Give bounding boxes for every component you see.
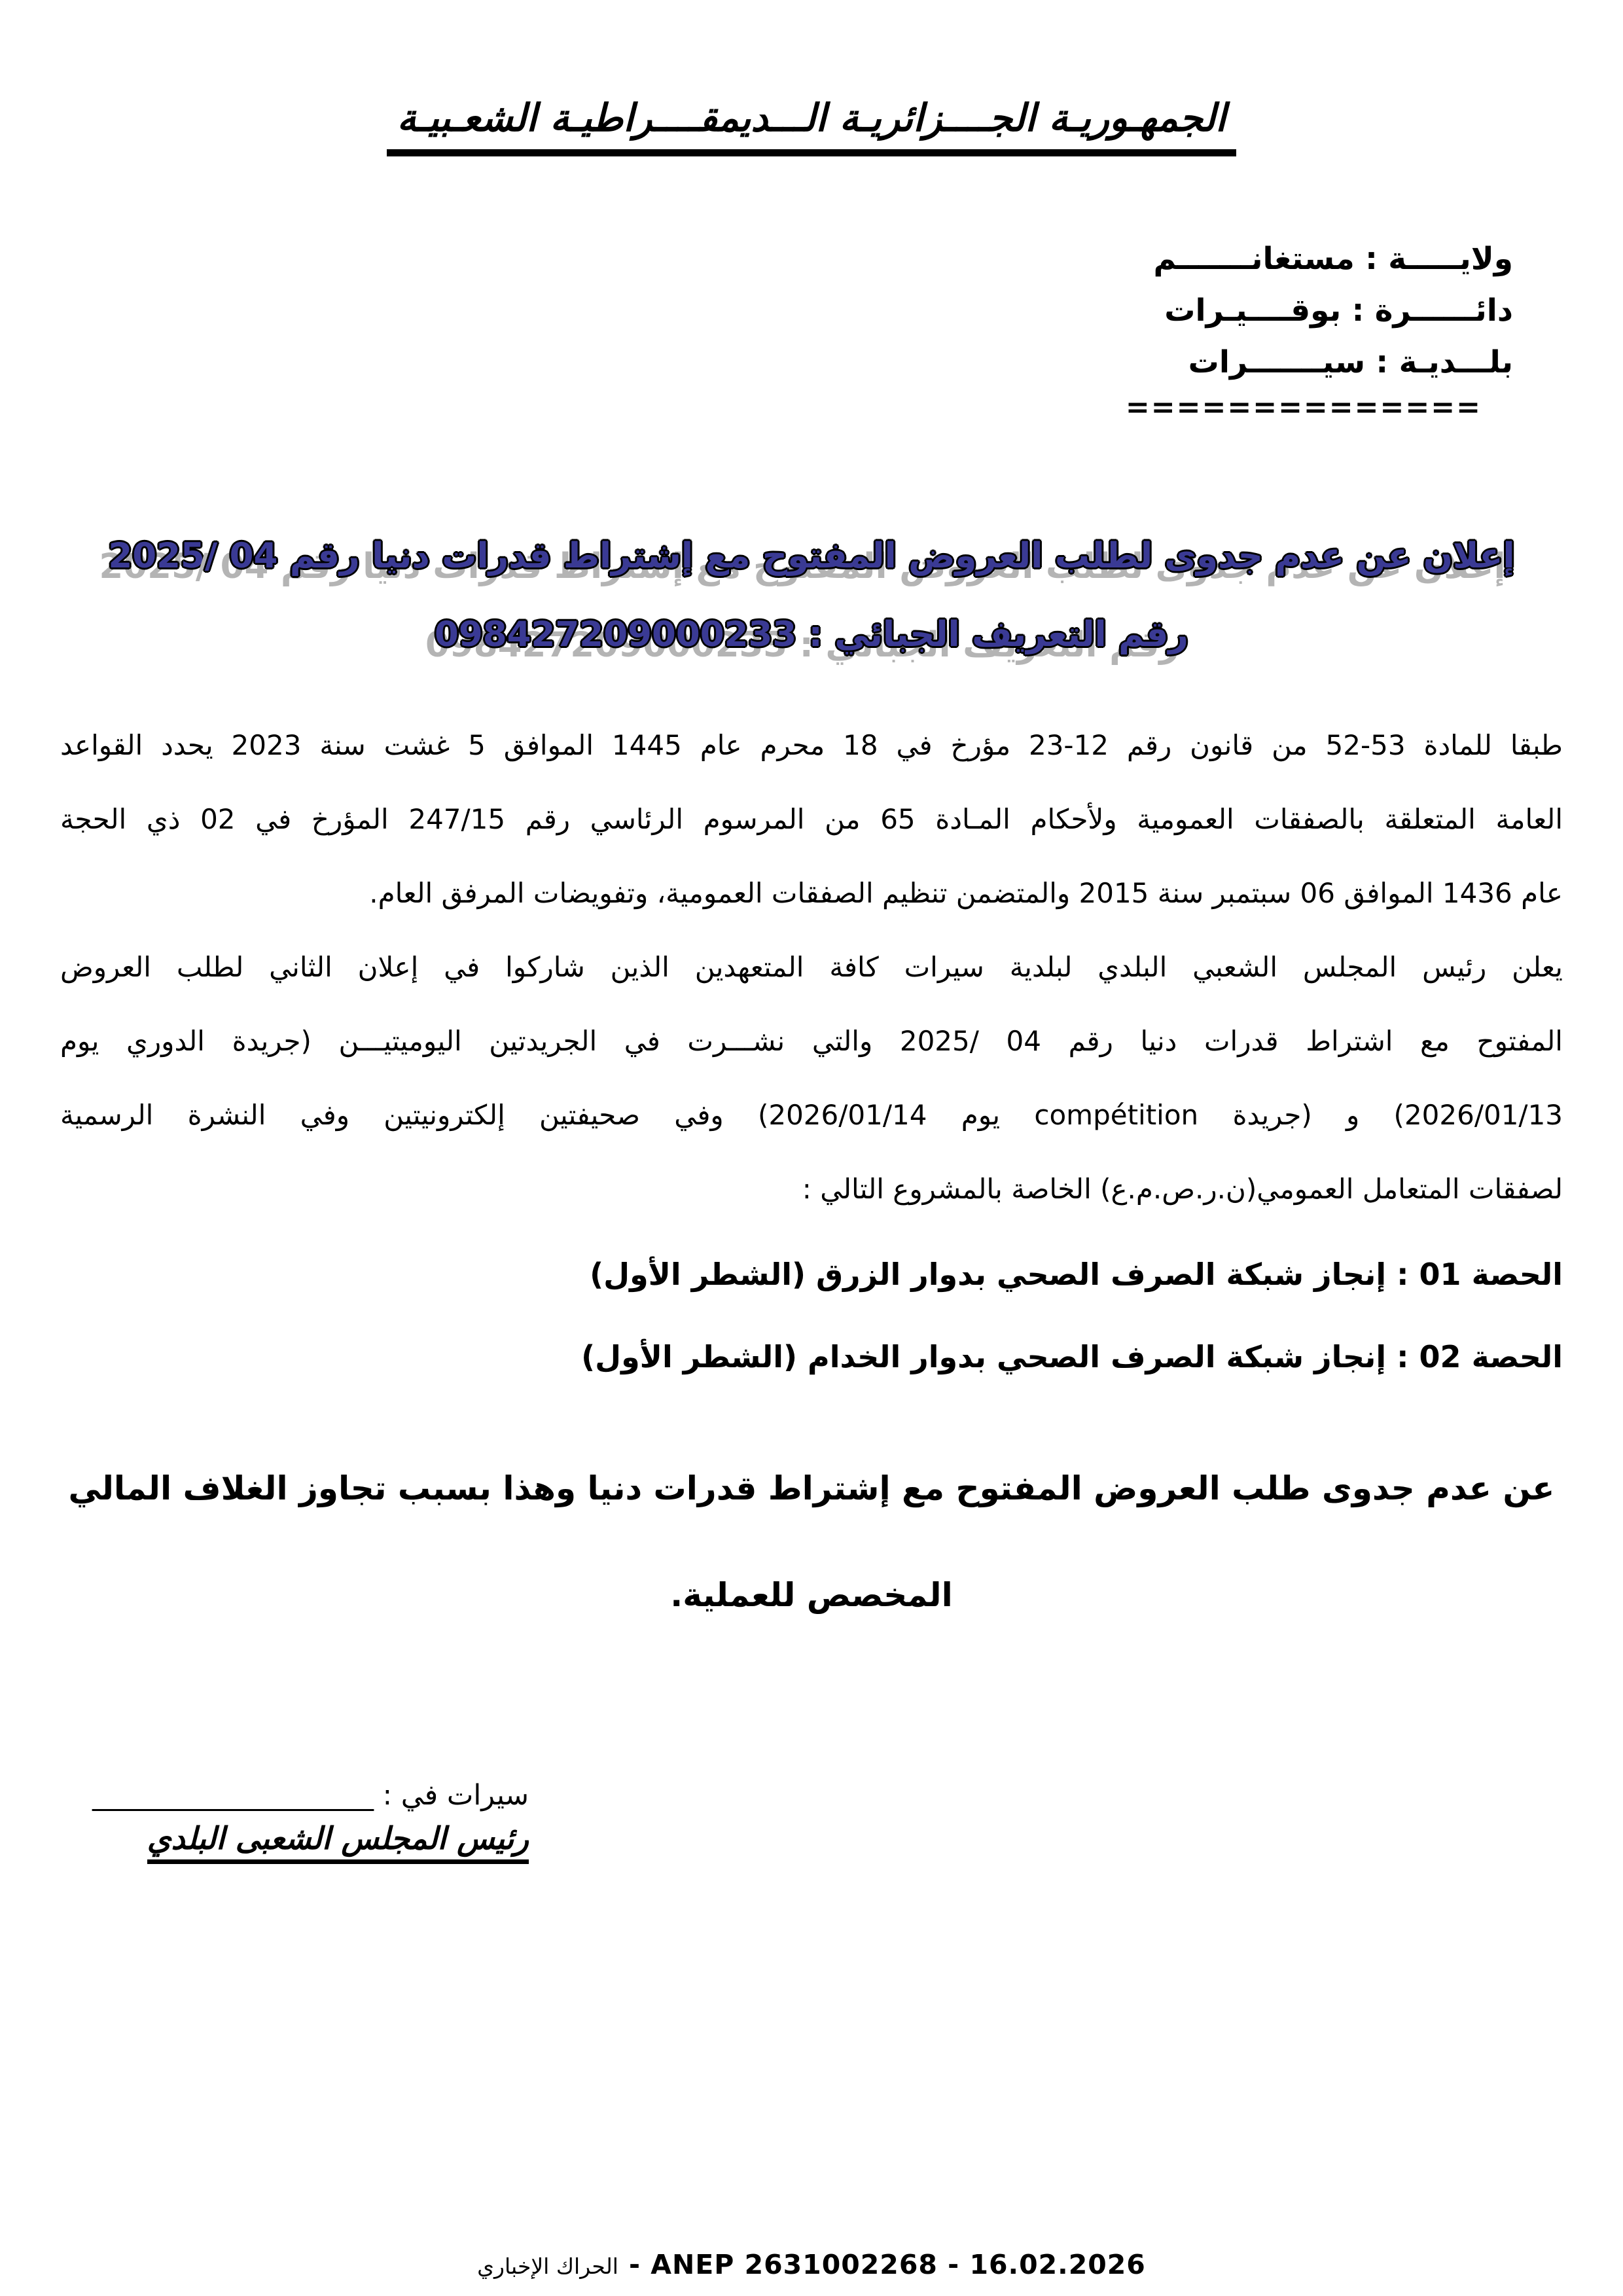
lot-1-line: الحصة 01 : إنجاز شبكة الصرف الصحي بدوار الزرق (الشطر الأول) bbox=[590, 1257, 1563, 1292]
body-line-1: طبقا للمادة 53-52 من قانون رقم 12-23 مؤرخ في 18 محرم عام 1445 الموافق 5 غشت سنة 2023 يحدد القواعد bbox=[60, 729, 1563, 761]
body-line-5: المفتوح مع اشتراط قدرات دنيا رقم 04 /2025 والتي نشـــرت في الجريدتين اليوميتيـــن (جريدة الدوري يوم bbox=[60, 1025, 1563, 1057]
signature-role-line: رئيس المجلس الشعبى البلدي bbox=[147, 1821, 529, 1864]
body-line-4: يعلن رئيس المجلس الشعبي البلدي لبلدية سيرات كافة المتعهدين الذين شاركوا في إعلان الثاني لطلب العروض bbox=[60, 951, 1563, 983]
republic-header-text: الجمهـوريـة الجــــزائريـة الـــديمقــــراطيـة الشعـبيـة bbox=[387, 96, 1237, 156]
statement-line-2: المخصص للعملية. bbox=[670, 1576, 953, 1614]
lots-block bbox=[60, 1233, 1563, 1398]
daira-line: دائــــــرة : بوقــــيـرات bbox=[1164, 293, 1513, 329]
body-line-6: 2026/01/13) و (جريدة compétition يوم 2026/01/14) وفي صحيفتين إلكترونيتين وفي النشرة الرسمية bbox=[60, 1099, 1563, 1131]
wilaya-line: ولايـــــة : مستغانـــــــم bbox=[1153, 241, 1513, 277]
signature-place-line: سيرات في : ____________________ bbox=[92, 1779, 529, 1812]
body-line-3: عام 1436 الموافق 06 سبتمبر سنة 2015 والمتضمن تنظيم الصفقات العمومية، وتفويضات المرفق العام. bbox=[369, 877, 1563, 909]
statement-line-1: عن عدم جدوى طلب العروض المفتوح مع إشتراط قدرات دنيا وهذا بسبب تجاوز الغلاف المالي bbox=[68, 1469, 1555, 1507]
footer-anep-ref: - ANEP 2631002268 - 16.02.2026 bbox=[628, 2249, 1146, 2280]
body-line-2: العامة المتعلقة بالصفقات العمومية ولأحكام المـادة 65 من المرسوم الرئاسي رقم 247/15 المؤرخ في 02 ذي الحجة bbox=[60, 803, 1563, 835]
separator-line: ============== bbox=[1125, 391, 1482, 424]
footer-agency: الحراك الإخباري bbox=[477, 2253, 618, 2279]
body-line-7: لصفقات المتعامل العمومي(ن.ر.ص.م.ع) الخاصة بالمشروع التالي : bbox=[802, 1173, 1563, 1205]
tax-id-line: رقم التعريف الجبائي : 098427209000233 bbox=[435, 615, 1188, 655]
admin-info-block bbox=[1126, 233, 1513, 427]
announcement-title-block bbox=[0, 517, 1623, 674]
announcement-title-line: إعلان عن عدم جدوى لطلب العروض المفتوح مع إشتراط قدرات دنيا رقم 04 /2025 bbox=[108, 536, 1515, 576]
lot-2-line: الحصة 02 : إنجاز شبكة الصرف الصحي بدوار الخدام (الشطر الأول) bbox=[581, 1339, 1563, 1374]
signature-block bbox=[58, 1779, 529, 1864]
republic-header bbox=[0, 96, 1623, 156]
body-paragraphs bbox=[60, 708, 1563, 1226]
footer-anep-line bbox=[0, 2249, 1623, 2280]
commune-line: بلـــديـة : سيـــــــرات bbox=[1188, 344, 1513, 380]
